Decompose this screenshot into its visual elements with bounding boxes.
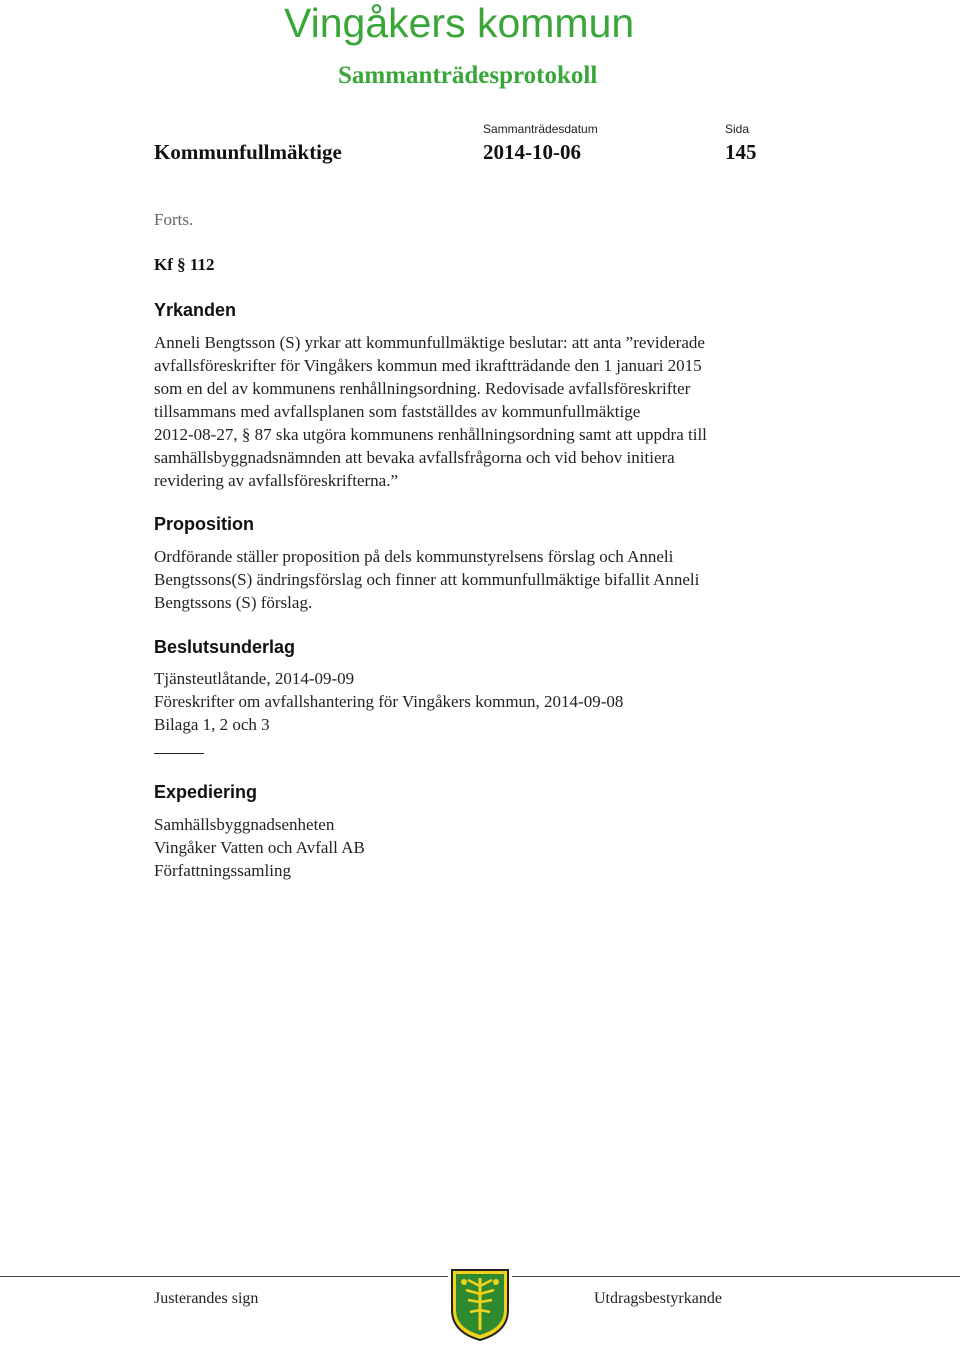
list-item: Bilaga 1, 2 och 3 (154, 715, 270, 734)
signature-label: Justerandes sign (154, 1290, 259, 1307)
municipal-coat-of-arms-icon (448, 1266, 512, 1342)
continued-label: Forts. (154, 210, 194, 229)
text-line: Ordförande ställer proposition på dels kommunstyrelsens förslag och Anneli (154, 547, 674, 566)
section-separator (154, 753, 204, 754)
page-number: 145 (725, 140, 757, 164)
beslutsunderlag-list (154, 667, 804, 736)
proposition-text (154, 545, 804, 614)
page-label: Sida (725, 122, 750, 136)
list-item: Samhällsbyggnadsenheten (154, 815, 335, 834)
yrkanden-heading: Yrkanden (154, 300, 237, 320)
list-item: Författningssamling (154, 861, 291, 880)
text-line: Bengtssons(S) ändringsförslag och finner att kommunfullmäktige bifallit Anneli (154, 570, 700, 589)
date-label: Sammanträdesdatum (483, 122, 598, 136)
document-type: Sammanträdesprotokoll (338, 62, 598, 89)
committee-name: Kommunfullmäktige (154, 140, 342, 164)
text-line: revidering av avfallsföreskrifterna.” (154, 471, 399, 490)
expediering-heading: Expediering (154, 782, 258, 802)
yrkanden-text (154, 331, 804, 492)
organization-title: Vingåkers kommun (284, 0, 635, 46)
certification-label: Utdragsbestyrkande (594, 1290, 722, 1307)
text-line: Bengtssons (S) förslag. (154, 593, 313, 612)
list-item: Vingåker Vatten och Avfall AB (154, 838, 365, 857)
text-line: tillsammans med avfallsplanen som fastställdes av kommunfullmäktige (154, 402, 641, 421)
proposition-heading: Proposition (154, 514, 254, 534)
case-reference: Kf § 112 (154, 255, 215, 274)
list-item: Tjänsteutlåtande, 2014-09-09 (154, 669, 355, 688)
text-line: Anneli Bengtsson (S) yrkar att kommunfullmäktige beslutar: att anta ”reviderade (154, 333, 705, 352)
meeting-date: 2014-10-06 (483, 140, 581, 164)
list-item: Föreskrifter om avfallshantering för Vingåkers kommun, 2014-09-08 (154, 692, 624, 711)
text-line: avfallsföreskrifter för Vingåkers kommun med ikraftträdande den 1 januari 2015 (154, 356, 702, 375)
text-line: som en del av kommunens renhållningsordning. Redovisade avfallsföreskrifter (154, 379, 691, 398)
text-line: 2012-08-27, § 87 ska utgöra kommunens renhållningsordning samt att uppdra till (154, 425, 707, 444)
beslutsunderlag-heading: Beslutsunderlag (154, 637, 296, 657)
expediering-list (154, 813, 804, 882)
text-line: samhällsbyggnadsnämnden att bevaka avfallsfrågorna och vid behov initiera (154, 448, 675, 467)
